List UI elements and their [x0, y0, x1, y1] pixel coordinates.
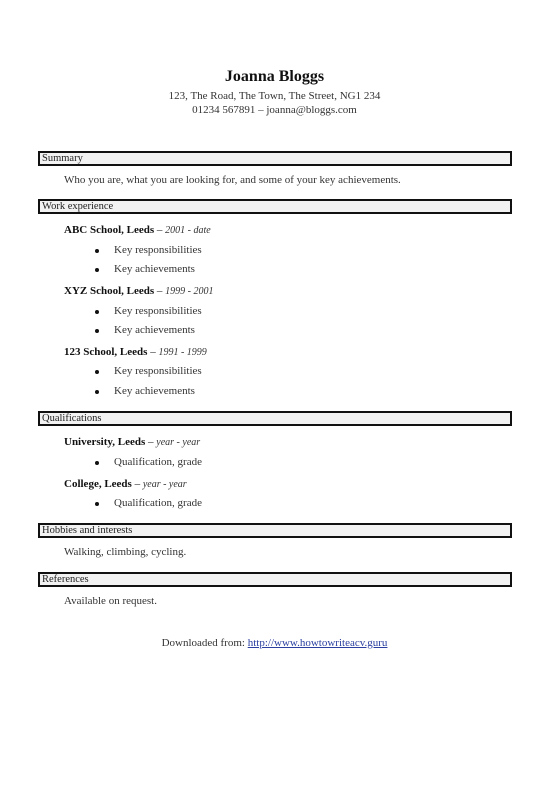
job-date: 1991 - 1999 [158, 347, 207, 358]
job-date: 1999 - 2001 [165, 286, 214, 297]
qualification-title [64, 436, 200, 448]
hobbies-text: Walking, climbing, cycling. [64, 546, 187, 558]
qualification-place: College, Leeds [64, 478, 132, 490]
bullet-icon [95, 502, 99, 506]
cv-contact: 01234 567891 – joanna@bloggs.com [192, 104, 357, 116]
bullet-text: Qualification, grade [114, 497, 202, 509]
bullet-text: Key responsibilities [114, 365, 202, 377]
qualification-date: year - year [142, 479, 187, 490]
section-summary-heading: Summary [38, 151, 512, 166]
qualification-separator: – [131, 478, 143, 490]
job-title [64, 285, 214, 297]
bullet-text: Qualification, grade [114, 456, 202, 468]
bullet-text: Key achievements [114, 324, 195, 336]
bullet-icon [95, 249, 99, 253]
footer-prefix: Downloaded from: [161, 637, 248, 649]
bullet-icon [95, 310, 99, 314]
bullet-icon [95, 461, 99, 465]
qualification-separator: – [145, 436, 157, 448]
references-text: Available on request. [64, 595, 157, 607]
bullet-text: Key achievements [114, 385, 195, 397]
job-separator: – [154, 285, 166, 297]
job-title [64, 346, 207, 358]
footer-link[interactable]: http://www.howtowriteacv.guru [247, 637, 388, 649]
section-hobbies-heading: Hobbies and interests [38, 523, 512, 538]
job-place: ABC School, Leeds [64, 224, 155, 236]
cv-name: Joanna Bloggs [224, 68, 325, 85]
cv-address: 123, The Road, The Town, The Street, NG1 234 [168, 90, 381, 102]
job-separator: – [154, 224, 166, 236]
section-references-heading: References [38, 572, 512, 587]
bullet-text: Key achievements [114, 263, 195, 275]
qualification-title [64, 478, 187, 490]
section-work-heading: Work experience [38, 199, 512, 214]
job-title [64, 224, 211, 236]
footer [0, 637, 549, 649]
bullet-icon [95, 268, 99, 272]
qualification-date: year - year [156, 437, 201, 448]
bullet-text: Key responsibilities [114, 305, 202, 317]
section-qualifications-heading: Qualifications [38, 411, 512, 426]
job-place: 123 School, Leeds [64, 346, 148, 358]
bullet-icon [95, 370, 99, 374]
job-place: XYZ School, Leeds [64, 285, 155, 297]
qualification-place: University, Leeds [64, 436, 146, 448]
bullet-icon [95, 329, 99, 333]
bullet-icon [95, 390, 99, 394]
summary-text: Who you are, what you are looking for, and some of your key achievements. [64, 174, 401, 186]
job-separator: – [147, 346, 159, 358]
bullet-text: Key responsibilities [114, 244, 202, 256]
job-date: 2001 - date [165, 225, 211, 236]
